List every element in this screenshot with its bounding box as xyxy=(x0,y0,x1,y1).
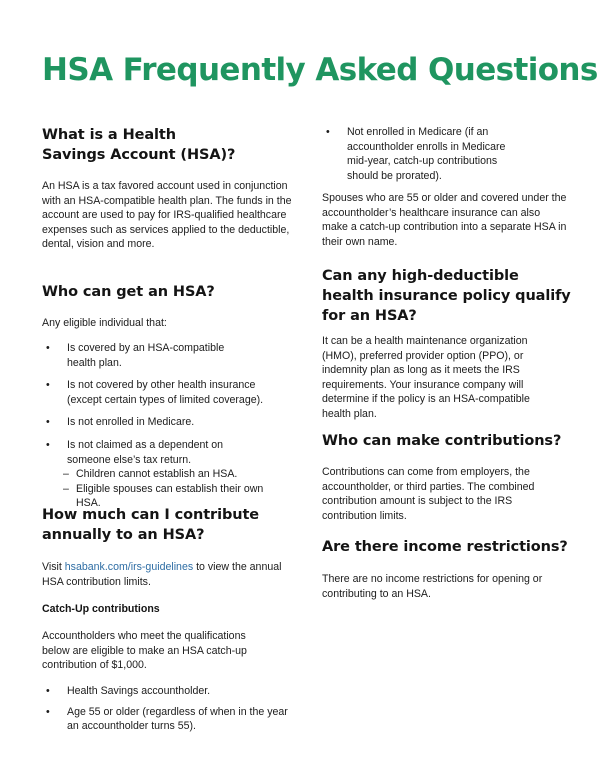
list-item: • Age 55 or older (regardless of when in the year an accountholder turns 55). xyxy=(42,705,292,734)
eligibility-list xyxy=(42,341,278,519)
spouses-text: Spouses who are 55 or older and covered under the accountholder’s healthcare insurance can also make a catch-up contribution into a separate HSA in their own name. xyxy=(322,192,567,248)
heading-who-can-get: Who can get an HSA? xyxy=(42,284,215,300)
list-item: • Is not enrolled in Medicare. xyxy=(42,415,278,430)
heading-income-restrictions: Are there income restrictions? xyxy=(322,539,568,555)
catch-up-list xyxy=(42,684,292,742)
sub-list-item: – Children cannot establish an HSA. xyxy=(67,467,268,482)
visit-text: Visit hsabank.com/irs-guidelines to view the annual HSA contribution limits. xyxy=(42,561,282,588)
who-can-contribute-text: Contributions can come from employers, the accountholder, or third parties. The combined contribution amount is subject to the IRS contribution limits. xyxy=(322,466,535,522)
list-item: • Health Savings accountholder. xyxy=(42,684,292,699)
heading-how-much-contribute: How much can I contribute annually to an HSA? xyxy=(42,507,260,543)
what-is-hsa-text: An HSA is a tax favored account used in conjunction with an HSA-compatible health plan. The funds in the account are used to pay for IRS-qualified healthcare expenses such as services applied to the deductible, dental, vision and more. xyxy=(42,180,292,251)
policy-qualify-text: It can be a health maintenance organization (HMO), preferred provider option (PPO), or indemnity plan as long as it meets the IRS requirements. Your insurance company will determine if the policy is an HSA-compatible health plan. xyxy=(322,335,530,420)
catch-up-text: Accountholders who meet the qualifications below are eligible to make an HSA catch-up contribution of $1,000. xyxy=(42,630,247,672)
catch-up-list-continued xyxy=(322,125,517,191)
sub-list-item: – Eligible spouses can establish their own HSA. xyxy=(67,482,268,511)
heading-policy-qualify: Can any high-deductible health insurance policy qualify for an HSA? xyxy=(322,268,571,324)
eligibility-intro: Any eligible individual that: xyxy=(42,317,167,329)
heading-what-is-hsa: What is a Health Savings Account (HSA)? xyxy=(42,127,236,163)
heading-who-can-contribute: Who can make contributions? xyxy=(322,433,562,449)
income-restrictions-text: There are no income restrictions for opening or contributing to an HSA. xyxy=(322,573,543,600)
page-title: HSA Frequently Asked Questions xyxy=(42,52,598,88)
list-item: • Not enrolled in Medicare (if an accountholder enrolls in Medicare mid-year, catch-up contributions should be prorated). xyxy=(322,125,517,183)
list-item: • Is not covered by other health insurance (except certain types of limited coverage). xyxy=(42,378,278,407)
irs-guidelines-link[interactable]: hsabank.com/irs-guidelines xyxy=(61,561,194,573)
catch-up-subheading: Catch-Up contributions xyxy=(42,603,160,615)
list-item: • Is not claimed as a dependent on someone else’s tax return. – Children cannot establish an HSA. – Eligible spouses can establish their own HSA. xyxy=(42,438,278,511)
list-item: • Is covered by an HSA-compatible health plan. xyxy=(42,341,278,370)
